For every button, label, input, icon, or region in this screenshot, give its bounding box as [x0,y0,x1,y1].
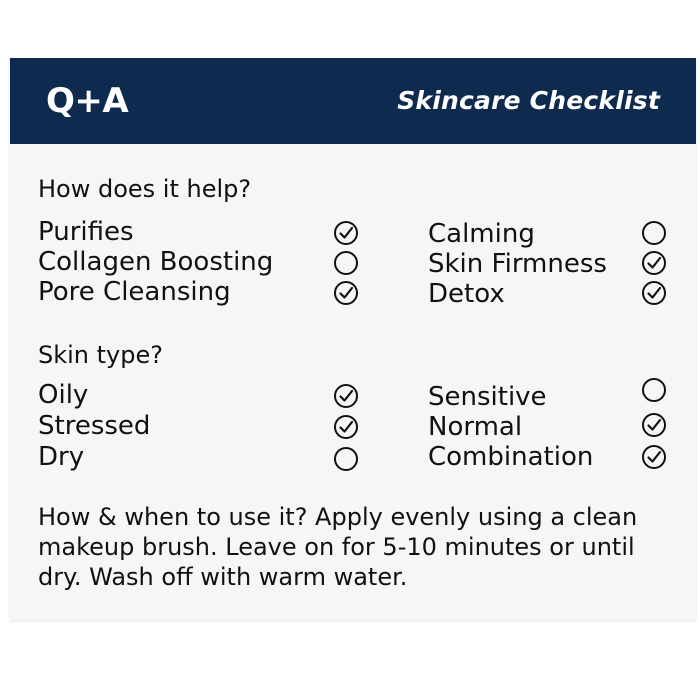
skin-type-title: Skin type? [38,341,163,369]
checkmark-icon [336,283,356,303]
checked-circle-icon [642,413,666,437]
benefit-item-label: Collagen Boosting [38,247,274,277]
benefit-item-label: Pore Cleansing [38,277,231,307]
checked-circle-icon [334,221,358,245]
checkmark-icon [644,283,664,303]
benefits-title: How does it help? [38,175,252,203]
skin-type-item-label: Combination [428,442,594,472]
skin-type-item-label: Normal [428,412,523,442]
empty-circle-icon [642,378,666,402]
checked-circle-icon [642,445,666,469]
empty-circle-icon [642,221,666,245]
header-bar [10,58,696,144]
checkmark-icon [336,223,356,243]
checked-circle-icon [642,281,666,305]
empty-circle-icon [334,251,358,275]
skin-type-item-label: Oily [38,380,89,410]
benefit-item-label: Purifies [38,217,134,247]
benefit-item-label: Skin Firmness [428,249,607,279]
usage-instructions: How & when to use it? Apply evenly using a clean makeup brush. Leave on for 5-10 minutes or until dry. Wash off with warm water. [38,503,638,591]
header-title: Skincare Checklist [397,86,660,115]
benefit-item-label: Detox [428,279,505,309]
benefit-item-label: Calming [428,219,535,249]
checkmark-icon [336,417,356,437]
skin-type-item-label: Dry [38,442,85,472]
checked-circle-icon [334,281,358,305]
checkmark-icon [336,386,356,406]
checkmark-icon [644,447,664,467]
checkmark-icon [644,415,664,435]
checked-circle-icon [642,251,666,275]
checked-circle-icon [334,415,358,439]
skin-type-item-label: Sensitive [428,382,547,412]
brand-logo: Q+A [46,81,129,121]
checkmark-icon [644,253,664,273]
checked-circle-icon [334,384,358,408]
checklist-panel [10,58,696,620]
empty-circle-icon [334,447,358,471]
skin-type-item-label: Stressed [38,411,151,441]
